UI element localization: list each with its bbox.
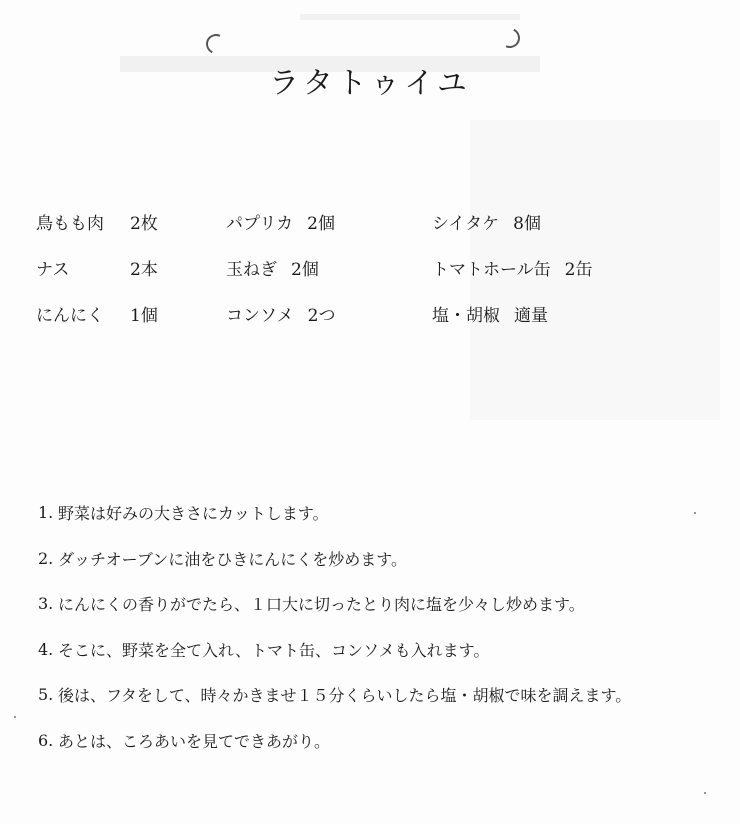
ingredient-name: トマトホール缶 [432,259,551,280]
ingredient-name: ナス [36,259,70,280]
step-number: 4. [38,639,54,659]
instruction-step [38,672,718,718]
ingredient-quantity: 2本 [130,259,158,280]
recipe-title: ラタトゥイユ [269,66,471,102]
ingredient-name: 塩・胡椒 [432,305,500,326]
ingredient-item [36,209,226,234]
instruction-step [38,581,718,627]
punch-hole-mark [497,25,523,51]
instruction-step [38,536,718,582]
ingredient-row [36,290,696,336]
ingredient-item [432,209,682,234]
scan-speck [14,716,16,718]
ingredient-name: 玉ねぎ [226,259,277,280]
scan-speck [694,512,696,514]
ingredient-name: にんにく [36,305,104,326]
ingredient-quantity: 2個 [291,259,319,280]
step-number: 3. [38,594,54,614]
step-text: 後は、フタをして、時々かきませ１５分くらいしたら塩・胡椒で味を調えます。 [58,686,632,706]
step-text: そこに、野菜を全て入れ、トマト缶、コンソメも入れます。 [58,640,490,660]
step-number: 2. [38,548,54,568]
ingredient-item [432,255,682,280]
ingredient-item [36,255,226,280]
ingredient-quantity: 2枚 [130,213,158,234]
ingredient-row [36,198,696,244]
ingredient-quantity: 1個 [130,305,158,326]
ingredient-name: シイタケ [432,213,500,234]
ingredient-list [36,198,696,336]
ingredient-row [36,244,696,290]
punch-hole-mark [203,31,229,57]
ingredient-item [36,301,226,326]
ingredient-quantity: 2個 [307,213,335,234]
step-text: あとは、ころあいを見てできあがり。 [58,731,331,751]
ingredient-name: パプリカ [226,213,294,234]
ingredient-quantity: 2つ [307,305,336,326]
step-number: 5. [38,685,54,705]
scan-speck [704,792,706,794]
ingredient-item [226,209,432,234]
ingredient-quantity: 適量 [514,305,548,326]
ingredient-item [432,301,682,326]
step-number: 1. [38,503,54,523]
show-through-band [300,14,520,20]
instruction-step [38,490,718,536]
instruction-step [38,718,718,764]
instruction-list [38,490,718,763]
step-number: 6. [38,730,54,750]
ingredient-item [226,301,432,326]
instruction-step [38,627,718,673]
step-text: 野菜は好みの大きさにカットします。 [58,504,329,524]
ingredient-quantity: 8個 [513,213,541,234]
step-text: にんにくの香りがでたら、１口大に切ったとり肉に塩を少々し炒めます。 [58,595,585,615]
ingredient-item [226,255,432,280]
ingredient-quantity: 2缶 [564,259,593,280]
ingredient-name: 鳥もも肉 [36,213,104,234]
step-text: ダッチオーブンに油をひきにんにくを炒めます。 [58,549,407,569]
ingredient-name: コンソメ [226,305,294,326]
